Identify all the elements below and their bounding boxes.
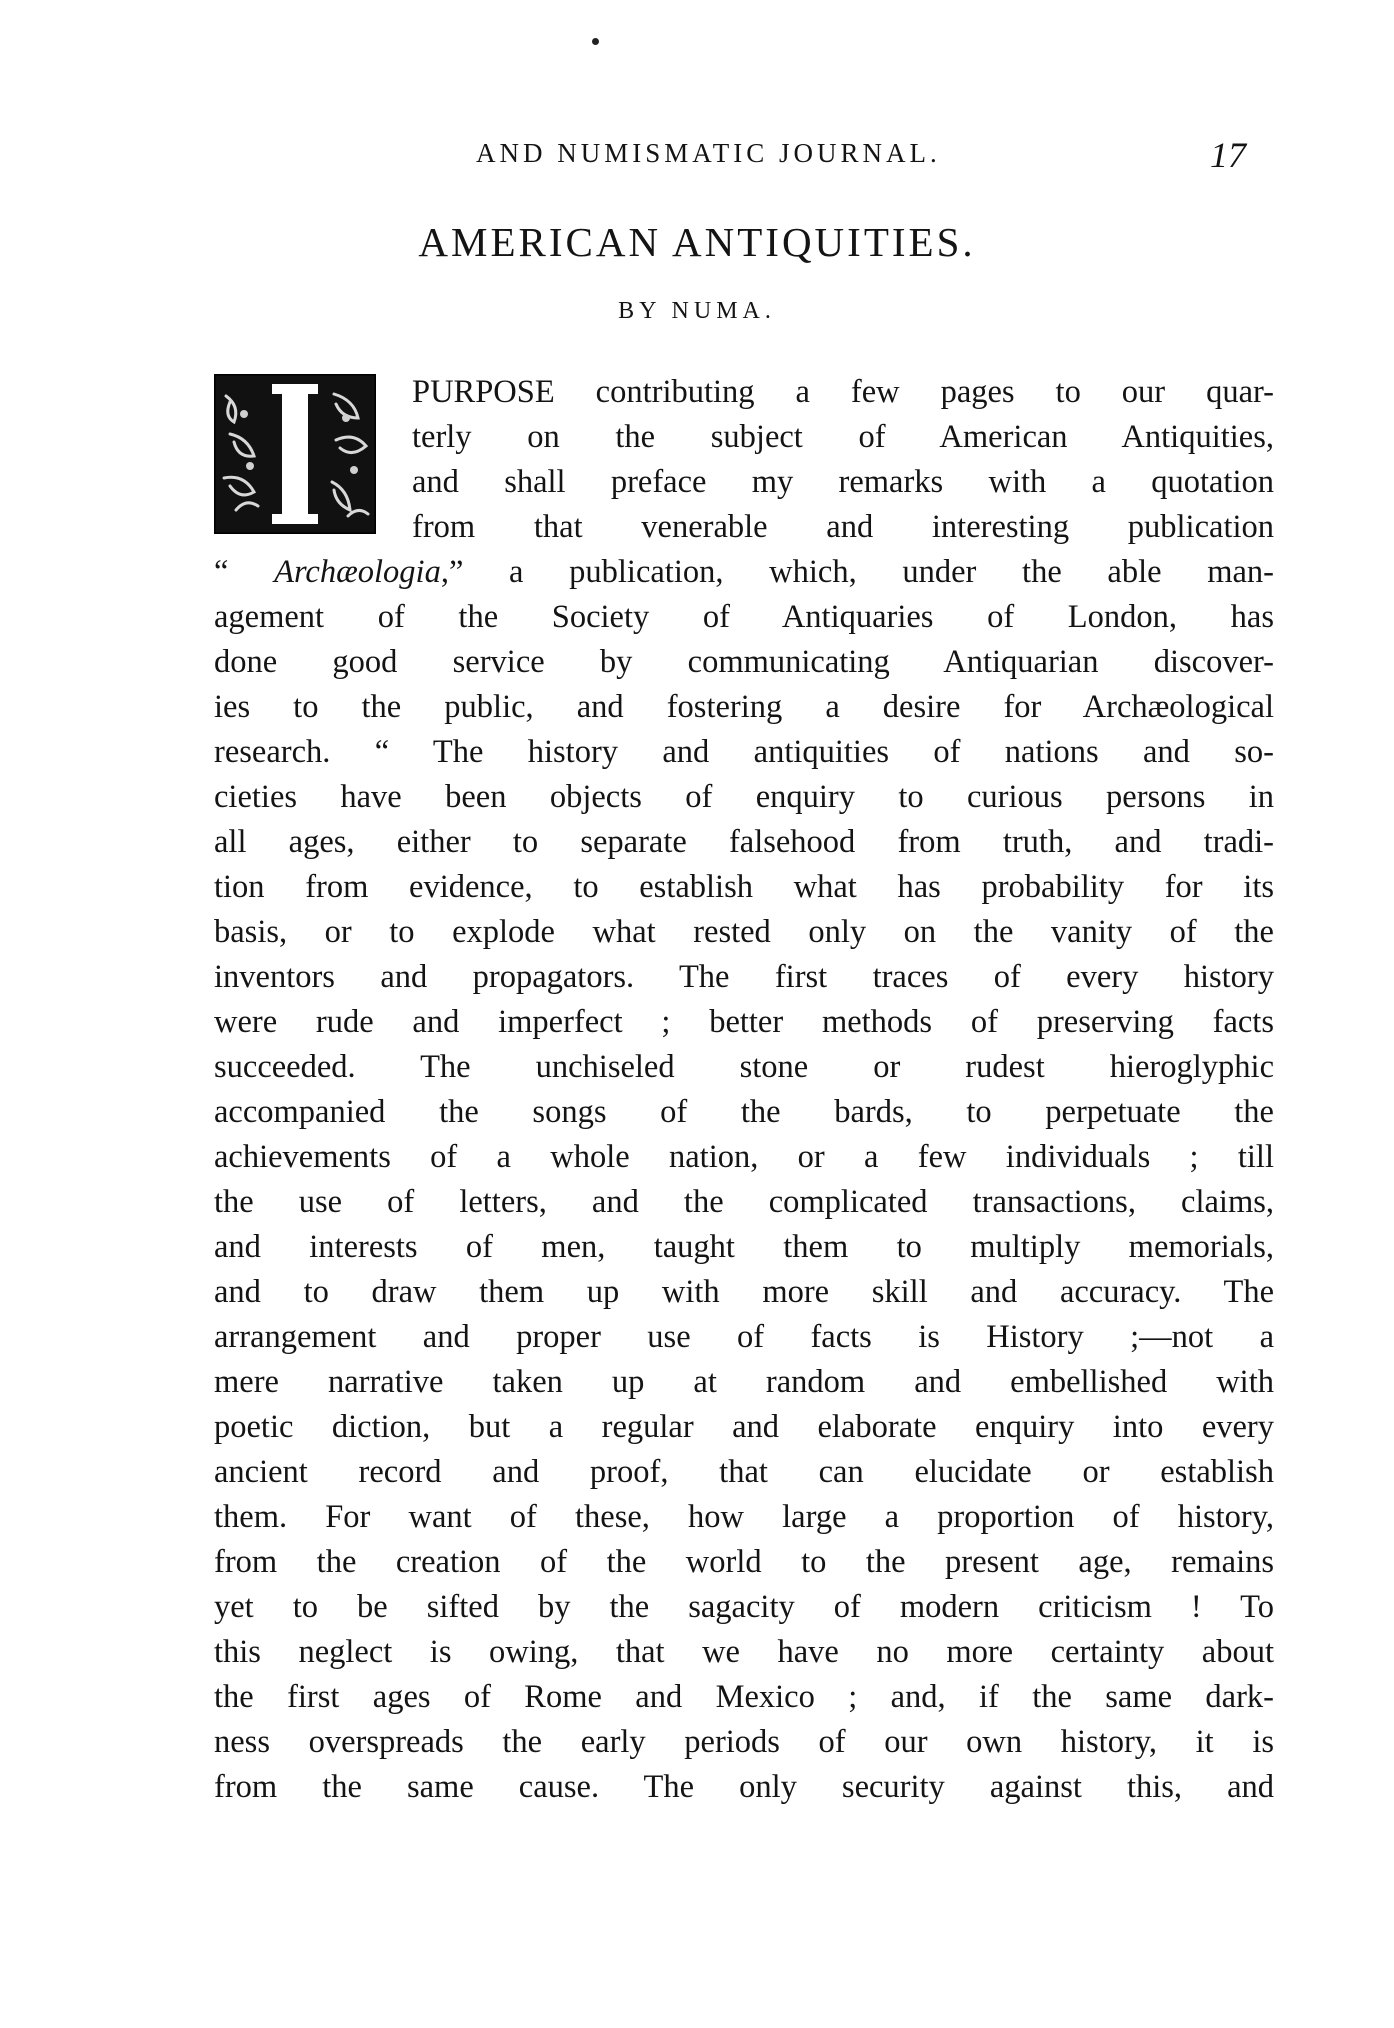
text-line: accompanied the songs of the bards, to perpetuate the: [214, 1094, 1274, 1130]
text-line: succeeded. The unchiseled stone or rudest hieroglyphic: [214, 1049, 1274, 1085]
text-line: ancient record and proof, that can elucidate or establish: [214, 1454, 1274, 1490]
text-line: PURPOSE contributing a few pages to our quar-: [412, 374, 1274, 410]
text-line: tion from evidence, to establish what has probability for its: [214, 869, 1274, 905]
running-head: AND NUMISMATIC JOURNAL.: [476, 138, 941, 168]
text-line: from the creation of the world to the present age, remains: [214, 1544, 1274, 1580]
text-line: agement of the Society of Antiquaries of London, has: [214, 599, 1274, 635]
print-speck: [592, 38, 599, 45]
article-byline: BY NUMA.: [618, 298, 776, 324]
article-title: AMERICAN ANTIQUITIES.: [418, 219, 976, 265]
text-line: the first ages of Rome and Mexico ; and, if the same dark-: [214, 1679, 1274, 1715]
text-line: yet to be sifted by the sagacity of modern criticism ! To: [214, 1589, 1274, 1625]
page-number: 17: [1210, 135, 1246, 175]
text-line: arrangement and proper use of facts is History ;—not a: [214, 1319, 1274, 1355]
text-line: from the same cause. The only security against this, and: [214, 1769, 1274, 1805]
text-line: them. For want of these, how large a proportion of history,: [214, 1499, 1274, 1535]
text-line: inventors and propagators. The first traces of every history: [214, 959, 1274, 995]
text-line: “ Archæologia,” a publication, which, under the able man-: [214, 554, 1274, 590]
text-line: terly on the subject of American Antiquities,: [412, 419, 1274, 455]
drop-cap-ornament: [214, 374, 376, 534]
text-line: and to draw them up with more skill and accuracy. The: [214, 1274, 1274, 1310]
text-line: mere narrative taken up at random and embellished with: [214, 1364, 1274, 1400]
text-line: from that venerable and interesting publication: [412, 509, 1274, 545]
text-line: the use of letters, and the complicated transactions, claims,: [214, 1184, 1274, 1220]
text-line: done good service by communicating Antiquarian discover-: [214, 644, 1274, 680]
text-line: achievements of a whole nation, or a few individuals ; till: [214, 1139, 1274, 1175]
text-line: were rude and imperfect ; better methods of preserving facts: [214, 1004, 1274, 1040]
text-line: and interests of men, taught them to multiply memorials,: [214, 1229, 1274, 1265]
text-line: all ages, either to separate falsehood from truth, and tradi-: [214, 824, 1274, 860]
text-line: ness overspreads the early periods of our own history, it is: [214, 1724, 1274, 1760]
text-line: ies to the public, and fostering a desire for Archæological: [214, 689, 1274, 725]
drop-cap-letter-i-icon: [214, 374, 376, 534]
text-line: poetic diction, but a regular and elaborate enquiry into every: [214, 1409, 1274, 1445]
text-line: research. “ The history and antiquities of nations and so-: [214, 734, 1274, 770]
text-line: and shall preface my remarks with a quotation: [412, 464, 1274, 500]
text-line: cieties have been objects of enquiry to curious persons in: [214, 779, 1274, 815]
text-line: this neglect is owing, that we have no more certainty about: [214, 1634, 1274, 1670]
text-line: basis, or to explode what rested only on the vanity of the: [214, 914, 1274, 950]
